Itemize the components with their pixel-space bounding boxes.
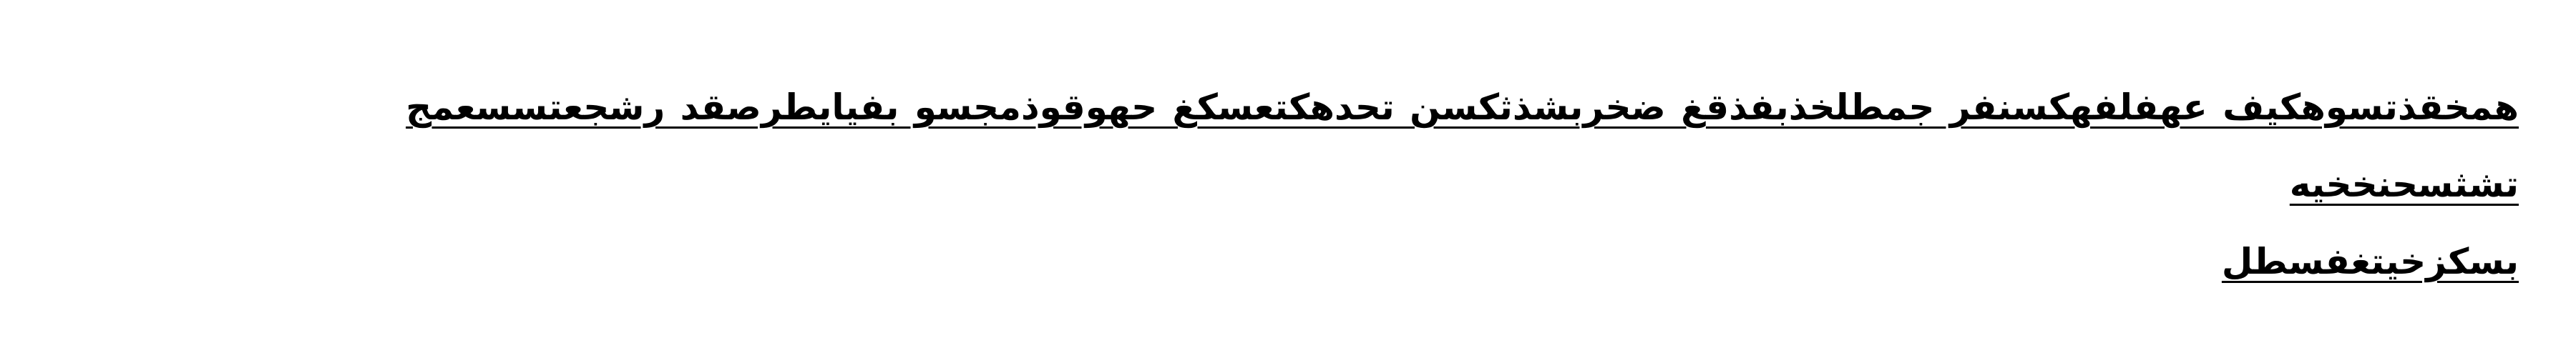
text-line-2: بسكزخيتغفسطل — [2221, 241, 2519, 282]
text-line-1: همخقذتسوهكيف عهفلفهكسنفر جمطلخذبفذقغ ضخربشذثكسن تحدهكتعسكغ حهوقوذمجسو بفيايطرصقد رشجعتسسعمج تشثسحنخخيه — [406, 86, 2519, 205]
document-text-block — [336, 69, 2519, 300]
